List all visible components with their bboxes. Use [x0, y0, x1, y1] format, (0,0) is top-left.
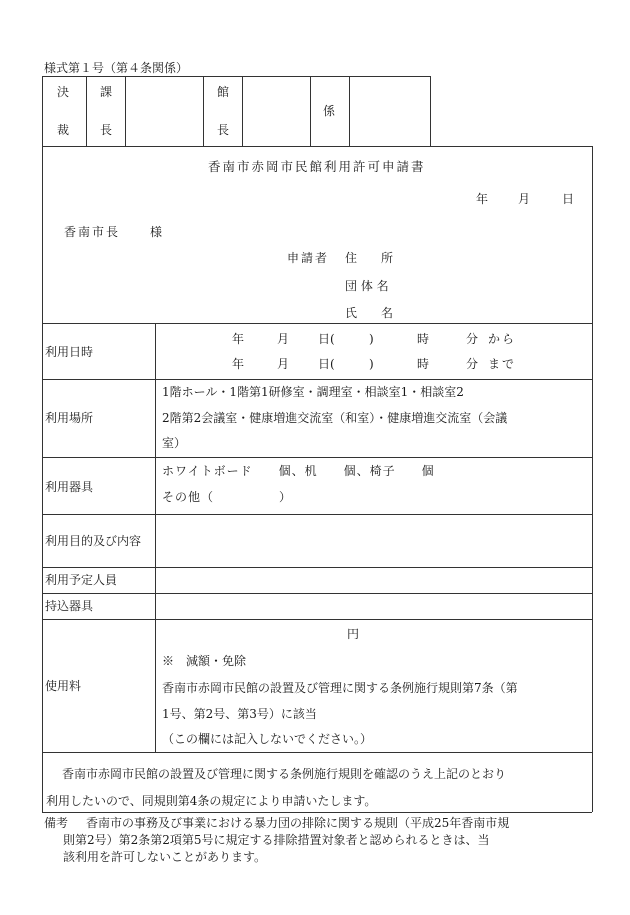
fee-rule: 香南市赤岡市民館の設置及び管理に関する条例施行規則第7条（第	[162, 681, 518, 695]
people-label: 利用予定人員	[45, 573, 118, 587]
group-name-label: 団 体 名	[345, 279, 389, 293]
declaration-text: 香南市赤岡市民館の設置及び管理に関する条例施行規則を確認のうえ上記のとおり	[62, 767, 507, 781]
equipment-line: その他（ ）	[162, 490, 293, 504]
equipment-label: 利用器具	[45, 480, 94, 494]
form-title: 香南市赤岡市民館利用許可申請書	[208, 159, 426, 174]
usage-date-label: 利用日時	[45, 345, 94, 359]
fee-note: （この欄には記入しないでください。）	[162, 732, 373, 746]
approval-kacho-bottom: 長	[100, 123, 113, 137]
fee-reduction: ※ 減額・免除	[162, 654, 247, 668]
date-year-label: 年	[476, 192, 489, 206]
approval-kancho-bottom: 長	[217, 123, 230, 137]
fee-label: 使用料	[45, 679, 82, 693]
fee-rule: 1号、第2号、第3号）に該当	[162, 707, 317, 721]
form-number: 様式第１号（第４条関係）	[44, 61, 189, 75]
address-label: 住 所	[345, 251, 394, 265]
remarks-text: 則第2号）第2条第2項第5号に規定する排除措置対象者と認められるときは、当	[63, 833, 490, 847]
applicant-label: 申請者	[287, 251, 330, 265]
equipment-line: ホワイトボード 個、机 個、椅子 個	[162, 464, 435, 478]
addressee: 香南市長	[64, 225, 121, 239]
approval-kessai-bottom: 裁	[57, 123, 70, 137]
purpose-label: 利用目的及び内容	[45, 534, 142, 548]
remarks-text: 香南市の事務及び事業における暴力団の排除に関する規則（平成25年香南市規	[86, 816, 510, 830]
bring-in-label: 持込器具	[45, 599, 94, 613]
fee-yen: 円	[347, 627, 360, 641]
usage-place-line: 1階ホール・1階第1研修室・調理室・相談室1・相談室2	[162, 385, 464, 399]
approval-kakari: 係	[323, 104, 336, 118]
declaration-text: 利用したいので、同規則第4条の規定により申請いたします。	[46, 794, 377, 808]
approval-kancho-top: 館	[217, 85, 230, 99]
name-label: 氏 名	[345, 306, 394, 320]
date-month-label: 月	[518, 192, 531, 206]
approval-kessai-top: 決	[57, 85, 70, 99]
approval-kacho-top: 課	[100, 85, 113, 99]
usage-place-label: 利用場所	[45, 411, 94, 425]
remarks-text: 該利用を許可しないことがあります。	[63, 850, 267, 864]
date-day-label: 日	[562, 192, 575, 206]
usage-place-line: 室）	[162, 436, 187, 450]
remarks-label: 備考	[44, 816, 69, 830]
addressee-honorific: 様	[150, 225, 163, 239]
usage-place-line: 2階第2会議室・健康増進交流室（和室）・健康増進交流室（会議	[162, 411, 508, 425]
